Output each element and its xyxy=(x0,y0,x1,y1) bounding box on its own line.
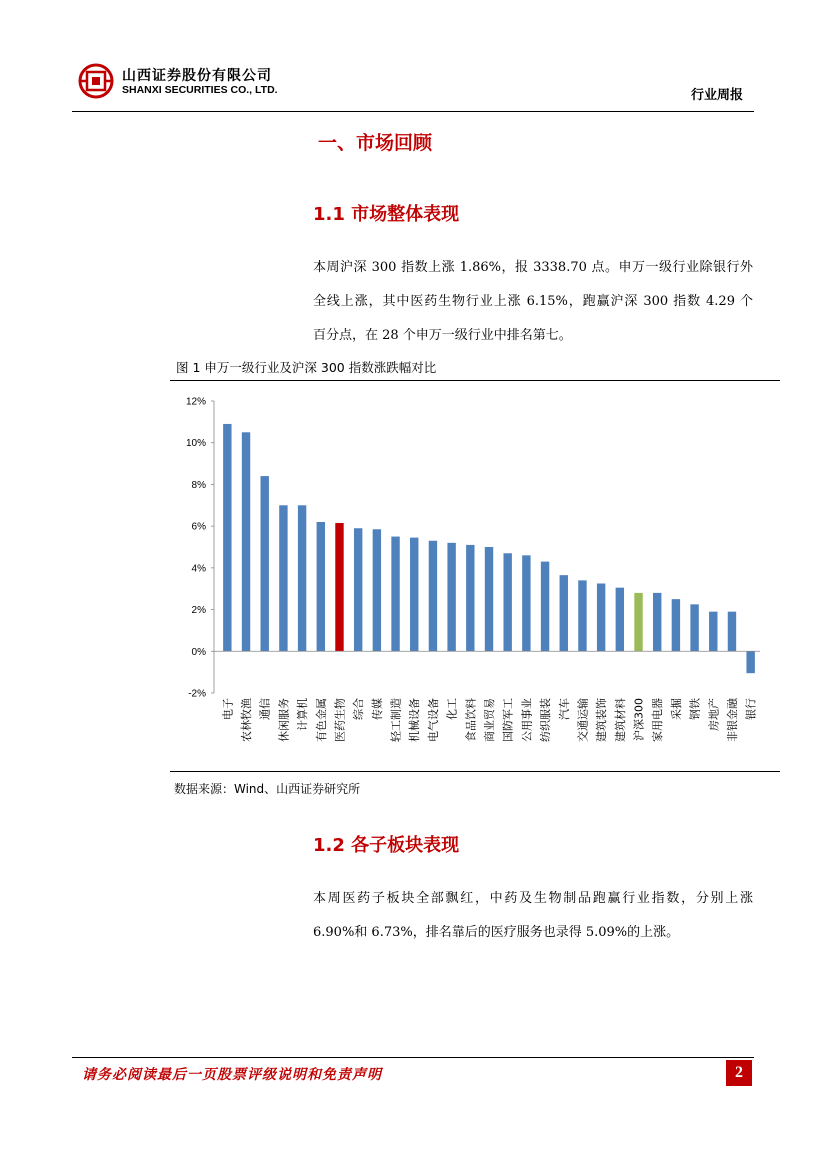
subsection-title-1-2: 1.2 各子板块表现 xyxy=(313,835,460,856)
bar xyxy=(597,584,605,652)
category-label: 传媒 xyxy=(370,698,384,720)
bar xyxy=(578,580,586,651)
paragraph-subsector xyxy=(313,882,753,950)
category-label: 商业贸易 xyxy=(483,698,496,742)
section-title: 一、市场回顾 xyxy=(318,132,433,154)
category-label: 交通运输 xyxy=(576,698,590,742)
category-label: 建筑材料 xyxy=(613,698,627,742)
page-number: 2 xyxy=(726,1060,752,1086)
paragraph-line: 本周沪深 300 指数上涨 1.86%，报 3338.70 点。申万一级行业除银行外 xyxy=(313,260,753,275)
bar xyxy=(485,547,493,651)
category-label: 纺织服装 xyxy=(539,698,553,742)
bar xyxy=(354,528,362,651)
bar xyxy=(466,545,474,651)
bar xyxy=(522,555,530,651)
category-label: 综合 xyxy=(352,698,366,720)
y-tick-label: 0% xyxy=(191,646,206,658)
category-label: 休闲服务 xyxy=(277,698,291,742)
bar xyxy=(317,522,325,651)
bar xyxy=(560,575,568,651)
bar xyxy=(373,529,381,651)
category-label: 采掘 xyxy=(669,698,683,720)
bar xyxy=(223,424,231,651)
category-label: 汽车 xyxy=(557,698,571,720)
bar xyxy=(653,593,661,651)
bar xyxy=(429,541,437,652)
category-label: 沪深300 xyxy=(632,698,646,741)
company-logo-icon xyxy=(78,63,114,99)
category-label: 化工 xyxy=(445,698,459,720)
category-label: 农林牧渔 xyxy=(240,698,254,742)
category-label: 电气设备 xyxy=(426,698,440,742)
category-label: 房地产 xyxy=(707,698,721,731)
bar xyxy=(634,593,642,651)
bar xyxy=(541,562,549,652)
bar xyxy=(616,588,624,652)
figure-bottom-rule xyxy=(170,771,780,772)
bar xyxy=(242,432,250,651)
category-label: 钢铁 xyxy=(688,698,702,720)
category-label: 公用事业 xyxy=(520,698,534,742)
y-tick-label: 10% xyxy=(185,438,206,450)
figure-title: 图 1 申万一级行业及沪深 300 指数涨跌幅对比 xyxy=(176,360,437,375)
y-tick-label: 4% xyxy=(191,563,206,575)
bar xyxy=(672,599,680,651)
category-label: 医药生物 xyxy=(333,698,347,742)
bar xyxy=(690,604,698,651)
category-label: 电子 xyxy=(221,698,235,720)
paragraph-line: 百分点，在 28 个申万一级行业中排名第七。 xyxy=(313,328,572,343)
bar xyxy=(279,505,287,651)
category-label: 国防军工 xyxy=(501,698,515,742)
figure-top-rule xyxy=(170,380,780,381)
y-tick-label: 6% xyxy=(191,521,206,533)
category-label: 银行 xyxy=(744,698,758,720)
category-label: 通信 xyxy=(258,698,272,720)
category-label: 有色金属 xyxy=(314,698,328,742)
category-label: 计算机 xyxy=(296,698,310,731)
figure-source: 数据来源：Wind、山西证券研究所 xyxy=(174,782,361,796)
y-tick-label: 2% xyxy=(191,605,206,617)
bar xyxy=(503,553,511,651)
header-divider xyxy=(72,111,754,112)
company-name-en: SHANXI SECURITIES CO., LTD. xyxy=(122,84,278,96)
bar xyxy=(298,505,306,651)
paragraph-line: 本周医药子板块全部飘红，中药及生物制品跑赢行业指数，分别上涨 xyxy=(313,891,753,906)
category-label: 家用电器 xyxy=(651,698,665,742)
category-label: 建筑装饰 xyxy=(595,698,609,742)
bar xyxy=(410,538,418,652)
category-label: 非银金融 xyxy=(725,698,739,742)
category-label: 机械设备 xyxy=(408,698,422,742)
company-name-cn: 山西证券股份有限公司 xyxy=(122,68,272,84)
footer-disclaimer: 请务必阅读最后一页股票评级说明和免责声明 xyxy=(82,1067,382,1083)
bar xyxy=(391,537,399,652)
subsection-title-1-1: 1.1 市场整体表现 xyxy=(313,204,460,225)
report-type: 行业周报 xyxy=(690,88,743,103)
paragraph-line: 全线上涨，其中医药生物行业上涨 6.15%，跑赢沪深 300 指数 4.29 个 xyxy=(313,294,753,309)
footer-divider xyxy=(72,1057,754,1058)
paragraph-market-overview xyxy=(313,251,753,353)
category-label: 食品饮料 xyxy=(464,698,478,742)
y-tick-label: -2% xyxy=(188,688,206,700)
paragraph-line: 6.90%和 6.73%，排名靠后的医疗服务也录得 5.09%的上涨。 xyxy=(313,925,680,940)
y-tick-label: 8% xyxy=(191,479,206,491)
bar xyxy=(447,543,455,651)
bar xyxy=(261,476,269,651)
category-label: 轻工制造 xyxy=(389,698,403,742)
bar xyxy=(335,523,343,651)
industry-bar-chart xyxy=(170,384,780,768)
bar xyxy=(746,651,754,673)
y-tick-label: 12% xyxy=(185,396,206,408)
bar xyxy=(728,612,736,652)
bar xyxy=(709,612,717,652)
